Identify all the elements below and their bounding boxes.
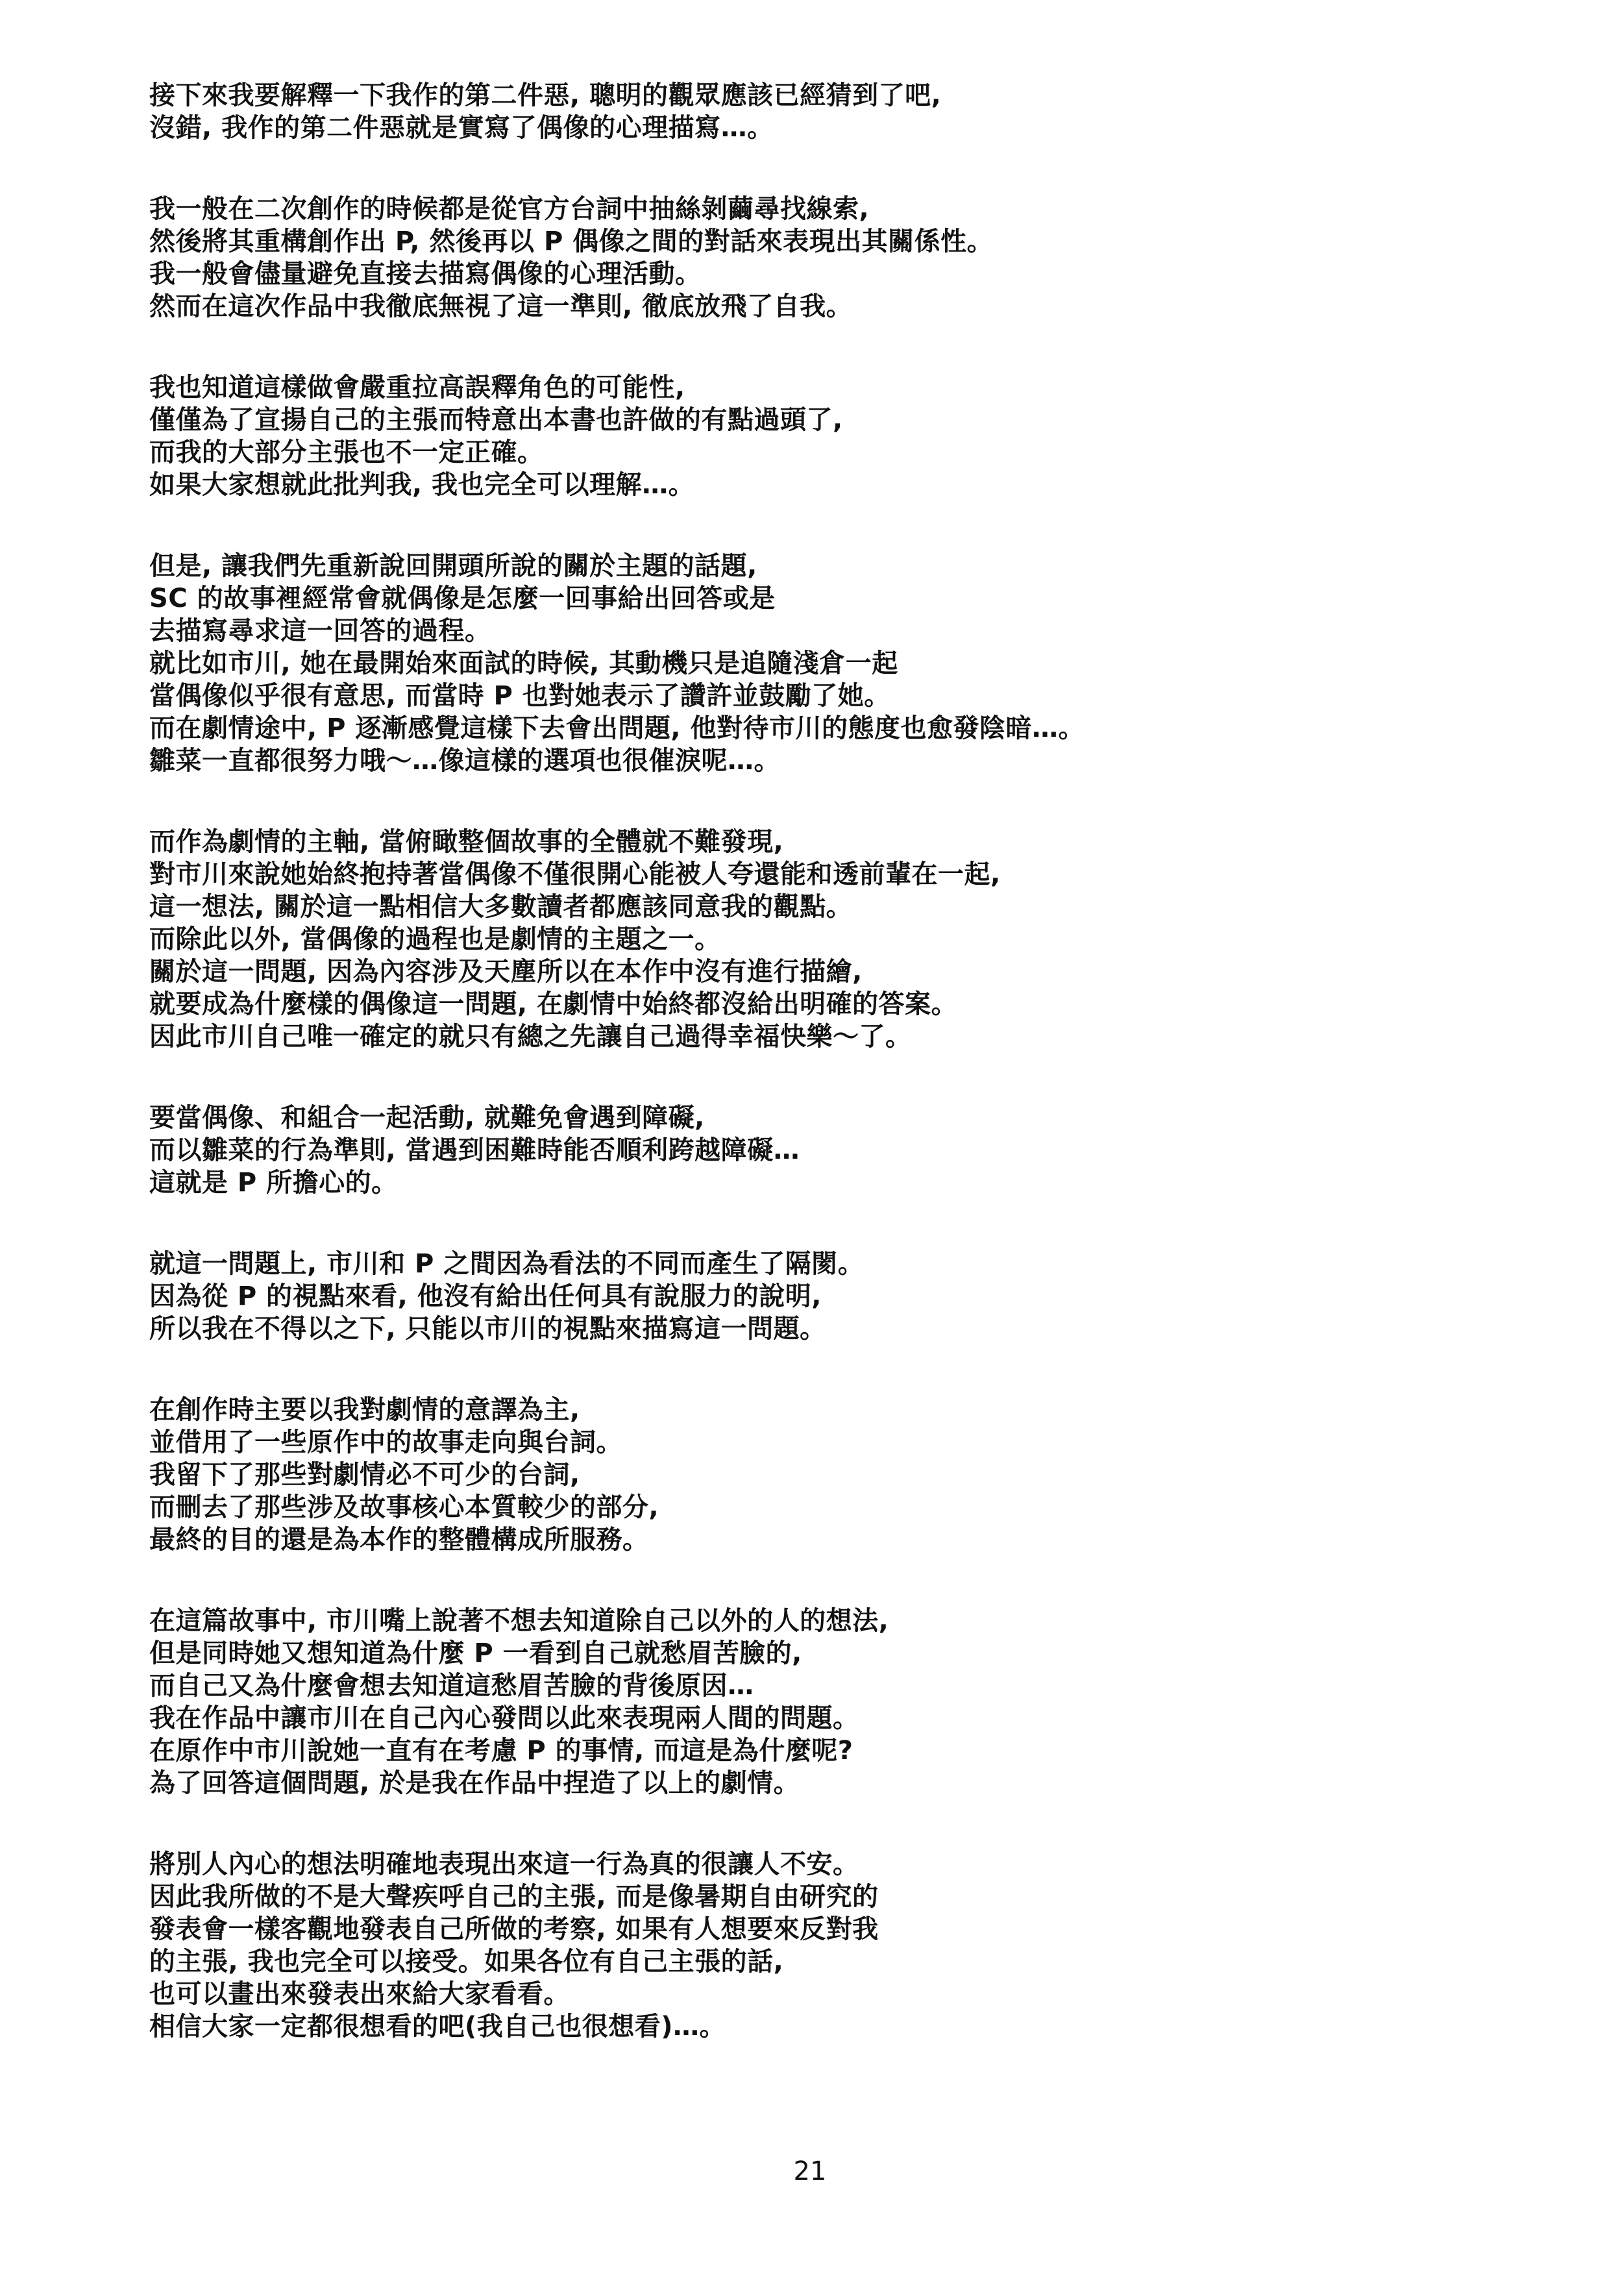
text-line: 但是同時她又想知道為什麼 P 一看到自己就愁眉苦臉的, [149, 1638, 802, 1668]
text-line: 為了回答這個問題, 於是我在作品中捏造了以上的劇情。 [149, 1768, 800, 1798]
text-line: 因此我所做的不是大聲疾呼自己的主張, 而是像暑期自由研究的 [149, 1882, 879, 1912]
text-line: 而以雛菜的行為準則, 當遇到困難時能否順利跨越障礙… [149, 1135, 800, 1165]
text-line: 我也知道這樣做會嚴重拉高誤釋角色的可能性, [149, 373, 685, 402]
text-line: 在原作中市川說她一直有在考慮 P 的事情, 而這是為什麼呢? [149, 1736, 853, 1766]
paragraph [149, 1394, 1480, 1556]
text-line: 相信大家一定都很想看的吧(我自己也很想看)…。 [149, 2012, 726, 2042]
text-line: 當偶像似乎很有意思, 而當時 P 也對她表示了讚許並鼓勵了她。 [149, 681, 890, 711]
text-line: 這就是 P 所擔心的。 [149, 1168, 398, 1198]
text-line: 將別人內心的想法明確地表現出來這一行為真的很讓人不安。 [149, 1849, 859, 1879]
text-line: 這一想法, 關於這一點相信大多數讀者都應該同意我的觀點。 [149, 892, 853, 922]
text-line: 我在作品中讓市川在自己內心發問以此來表現兩人間的問題。 [149, 1703, 859, 1733]
text-line: 在創作時主要以我對劇情的意譯為主, [149, 1395, 580, 1425]
text-line: 我一般在二次創作的時候都是從官方台詞中抽絲剝繭尋找線索, [149, 194, 870, 224]
paragraph [149, 550, 1480, 777]
text-line: 所以我在不得以之下, 只能以市川的視點來描寫這一問題。 [149, 1314, 826, 1344]
paragraph [149, 371, 1480, 501]
text-line: 而在劇情途中, P 逐漸感覺這樣下去會出問題, 他對待市川的態度也愈發陰暗…。 [149, 713, 1085, 743]
text-line: 並借用了一些原作中的故事走向與台詞。 [149, 1427, 622, 1457]
text-line: 僅僅為了宣揚自己的主張而特意出本書也許做的有點過頭了, [149, 405, 843, 435]
text-line: 就這一問題上, 市川和 P 之間因為看法的不同而產生了隔閡。 [149, 1249, 865, 1279]
text-line: 就要成為什麼樣的偶像這一問題, 在劇情中始終都沒給出明確的答案。 [149, 989, 958, 1019]
text-line: 而我的大部分主張也不一定正確。 [149, 438, 544, 467]
text-line: 也可以畫出來發表出來給大家看看。 [149, 1979, 570, 2009]
text-line: 但是, 讓我們先重新說回開頭所說的關於主題的話題, [149, 551, 757, 581]
text-line: 然而在這次作品中我徹底無視了這一準則, 徹底放飛了自我。 [149, 291, 853, 321]
paragraph [149, 79, 1480, 144]
text-line: 就比如市川, 她在最開始來面試的時候, 其動機只是追隨淺倉一起 [149, 648, 898, 678]
text-line: 如果大家想就此批判我, 我也完全可以理解…。 [149, 470, 695, 500]
text-line: 而刪去了那些涉及故事核心本質較少的部分, [149, 1492, 659, 1522]
text-line: 的主張, 我也完全可以接受。如果各位有自己主張的話, [149, 1947, 784, 1977]
text-line: 我留下了那些對劇情必不可少的台詞, [149, 1460, 580, 1490]
text-line: 沒錯, 我作的第二件惡就是實寫了偶像的心理描寫…。 [149, 113, 774, 143]
paragraph [149, 193, 1480, 323]
text-line: 接下來我要解釋一下我作的第二件惡, 聰明的觀眾應該已經猜到了吧, [149, 80, 942, 110]
text-line: 雛菜一直都很努力哦～…像這樣的選項也很催淚呢…。 [149, 746, 780, 776]
paragraph [149, 826, 1480, 1053]
text-line: 關於這一問題, 因為內容涉及天塵所以在本作中沒有進行描繪, [149, 957, 863, 987]
text-line: 而作為劇情的主軸, 當俯瞰整個故事的全體就不難發現, [149, 827, 784, 857]
text-line: 去描寫尋求這一回答的過程。 [149, 616, 491, 646]
text-line: 而自己又為什麼會想去知道這愁眉苦臉的背後原因… [149, 1671, 754, 1701]
page-number: 21 [793, 2156, 827, 2186]
text-line: 要當偶像、和組合一起活動, 就難免會遇到障礙, [149, 1103, 705, 1133]
text-line: SC 的故事裡經常會就偶像是怎麼一回事給出回答或是 [149, 584, 776, 613]
text-line: 在這篇故事中, 市川嘴上說著不想去知道除自己以外的人的想法, [149, 1606, 889, 1636]
text-line: 對市川來說她始終抱持著當偶像不僅很開心能被人夸還能和透前輩在一起, [149, 859, 1001, 889]
text-line: 因為從 P 的視點來看, 他沒有給出任何具有說服力的說明, [149, 1281, 822, 1311]
paragraph [149, 1848, 1480, 2043]
paragraph [149, 1605, 1480, 1799]
text-line: 因此市川自己唯一確定的就只有總之先讓自己過得幸福快樂～了。 [149, 1022, 912, 1052]
paragraph [149, 1102, 1480, 1199]
text-line: 然後將其重構創作出 P, 然後再以 P 偶像之間的對話來表現出其關係性。 [149, 227, 994, 256]
text-line: 發表會一樣客觀地發表自己所做的考察, 如果有人想要來反對我 [149, 1914, 879, 1944]
text-line: 我一般會儘量避免直接去描寫偶像的心理活動。 [149, 259, 702, 289]
text-line: 最終的目的還是為本作的整體構成所服務。 [149, 1525, 649, 1555]
paragraph [149, 1248, 1480, 1345]
body-text [149, 79, 1480, 2092]
text-line: 而除此以外, 當偶像的過程也是劇情的主題之一。 [149, 924, 721, 954]
